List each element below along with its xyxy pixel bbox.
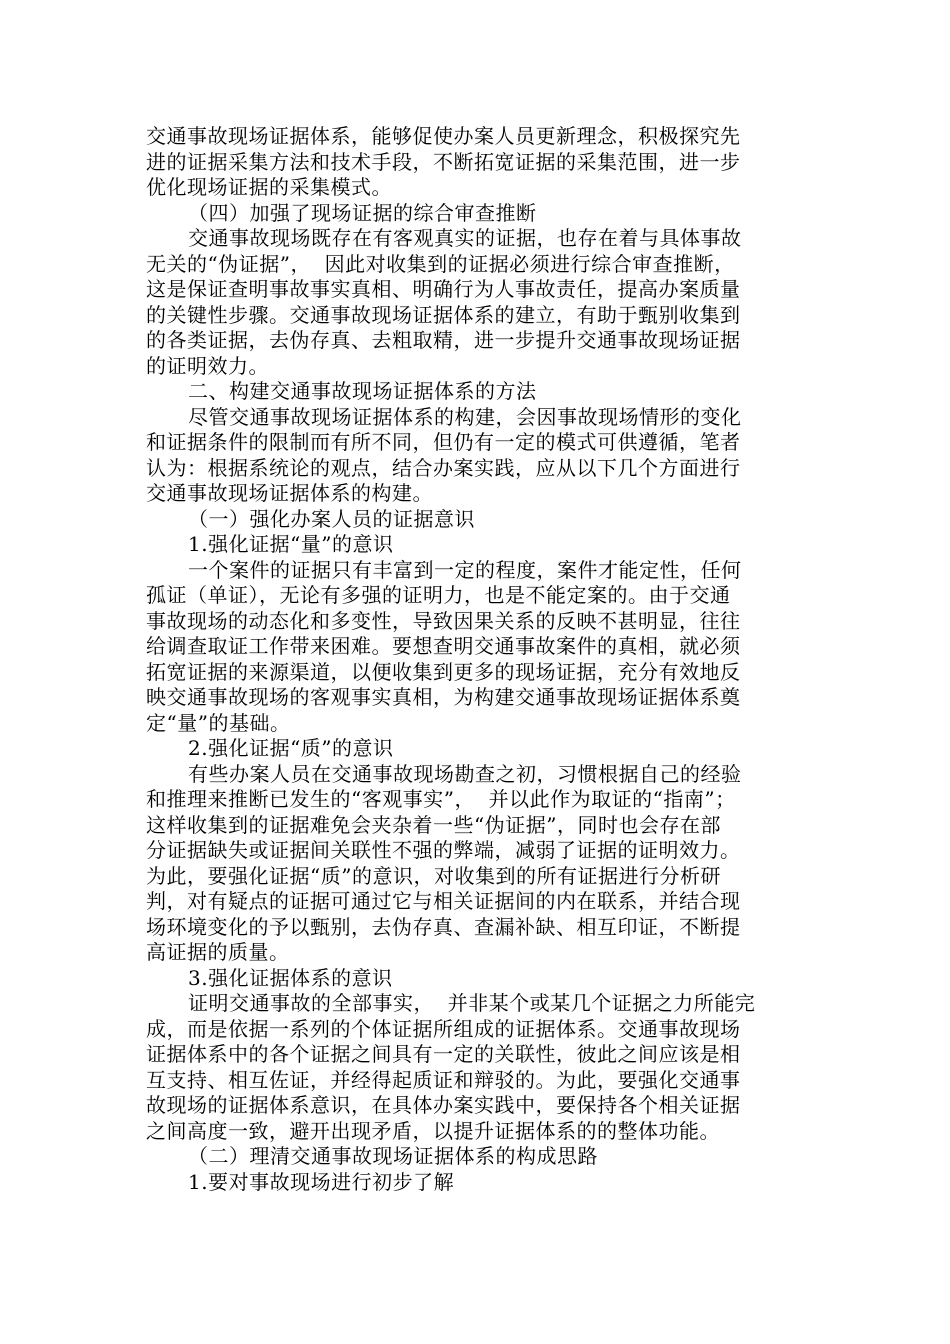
text-line: 交通事故现场证据体系，能够促使办案人员更新理念，积极探究先 xyxy=(146,124,741,148)
text-line: 高证据的质量。 xyxy=(146,940,290,964)
text-line: 的各类证据，去伪存真、去粗取精，进一步提升交通事故现场证据 xyxy=(146,328,741,352)
text-line: 成，而是依据一系列的个体证据所组成的证据体系。交通事故现场 xyxy=(146,1016,741,1041)
text-line: 交通事故现场既存在有客观真实的证据，也存在着与具体事故 xyxy=(188,226,742,250)
text-line: 孤证（单证），无论有多强的证明力，也是不能定案的。由于交通 xyxy=(146,583,731,607)
text-line: 的证明效力。 xyxy=(146,353,269,378)
text-line: （一）强化办案人员的证据意识 xyxy=(188,506,475,531)
text-line: （二）理清交通事故现场证据体系的构成思路 xyxy=(188,1144,598,1168)
text-line: 定“量”的基础。 xyxy=(146,710,291,735)
text-line: 认为：根据系统论的观点，结合办案实践，应从以下几个方面进行 xyxy=(146,455,741,480)
text-line: 和推理来推断已发生的“客观事实”， 并以此作为取证的“指南”； xyxy=(146,787,736,811)
text-line: 和证据条件的限制而有所不同，但仍有一定的模式可供遵循，笔者 xyxy=(146,430,741,454)
text-line: 尽管交通事故现场证据体系的构建，会因事故现场情形的变化 xyxy=(188,404,742,429)
text-line: 交通事故现场证据体系的构建。 xyxy=(146,481,433,505)
document-body xyxy=(146,124,811,1195)
text-line: 为此，要强化证据“质”的意识，对收集到的所有证据进行分析研 xyxy=(146,863,721,888)
text-line: 给调查取证工作带来困难。要想查明交通事故案件的真相，就必须 xyxy=(146,634,741,658)
text-line: 事故现场的动态化和多变性，导致因果关系的反映不甚明显，往往 xyxy=(146,608,741,633)
text-line: 场环境变化的予以甄别，去伪存真、查漏补缺、相互印证，不断提 xyxy=(146,914,741,939)
text-line: 1.要对事故现场进行初步了解 xyxy=(188,1169,455,1194)
text-line: 证据体系中的各个证据之间具有一定的关联性，彼此之间应该是相 xyxy=(146,1042,741,1066)
text-line: 2.强化证据“质”的意识 xyxy=(188,736,394,760)
text-line: 故现场的证据体系意识，在具体办案实践中，要保持各个相关证据 xyxy=(146,1093,741,1117)
text-line: 这是保证查明事故事实真相、明确行为人事故责任，提高办案质量 xyxy=(146,277,741,301)
text-line: 映交通事故现场的客观事实真相，为构建交通事故现场证据体系奠 xyxy=(146,685,741,709)
text-line: 分证据缺失或证据间关联性不强的弊端，减弱了证据的证明效力。 xyxy=(146,838,741,862)
text-line: 二、构建交通事故现场证据体系的方法 xyxy=(188,379,537,403)
text-line: 互支持、相互佐证，并经得起质证和辩驳的。为此，要强化交通事 xyxy=(146,1067,741,1092)
text-line: 拓宽证据的来源渠道，以便收集到更多的现场证据，充分有效地反 xyxy=(146,659,741,684)
text-line: 3.强化证据体系的意识 xyxy=(188,965,393,990)
text-line: 有些办案人员在交通事故现场勘查之初，习惯根据自己的经验 xyxy=(188,761,742,786)
text-line: （四）加强了现场证据的综合审查推断 xyxy=(188,200,537,225)
text-line: 一个案件的证据只有丰富到一定的程度，案件才能定性，任何 xyxy=(188,557,742,582)
text-line: 证明交通事故的全部事实， 并非某个或某几个证据之力所能完 xyxy=(188,991,756,1015)
text-line: 进的证据采集方法和技术手段，不断拓宽证据的采集范围，进一步 xyxy=(146,149,741,174)
text-line: 无关的“伪证据”， 因此对收集到的证据必须进行综合审查推断， xyxy=(146,251,735,276)
text-line: 优化现场证据的采集模式。 xyxy=(146,175,392,199)
text-line: 判，对有疑点的证据可通过它与相关证据间的内在联系，并结合现 xyxy=(146,889,741,913)
text-line: 的关键性步骤。交通事故现场证据体系的建立，有助于甄别收集到 xyxy=(146,302,741,327)
text-line: 之间高度一致，避开出现矛盾，以提升证据体系的的整体功能。 xyxy=(146,1118,720,1143)
text-line: 1.强化证据“量”的意识 xyxy=(188,532,394,556)
text-line: 这样收集到的证据难免会夹杂着一些“伪证据”，同时也会存在部 xyxy=(146,812,721,837)
